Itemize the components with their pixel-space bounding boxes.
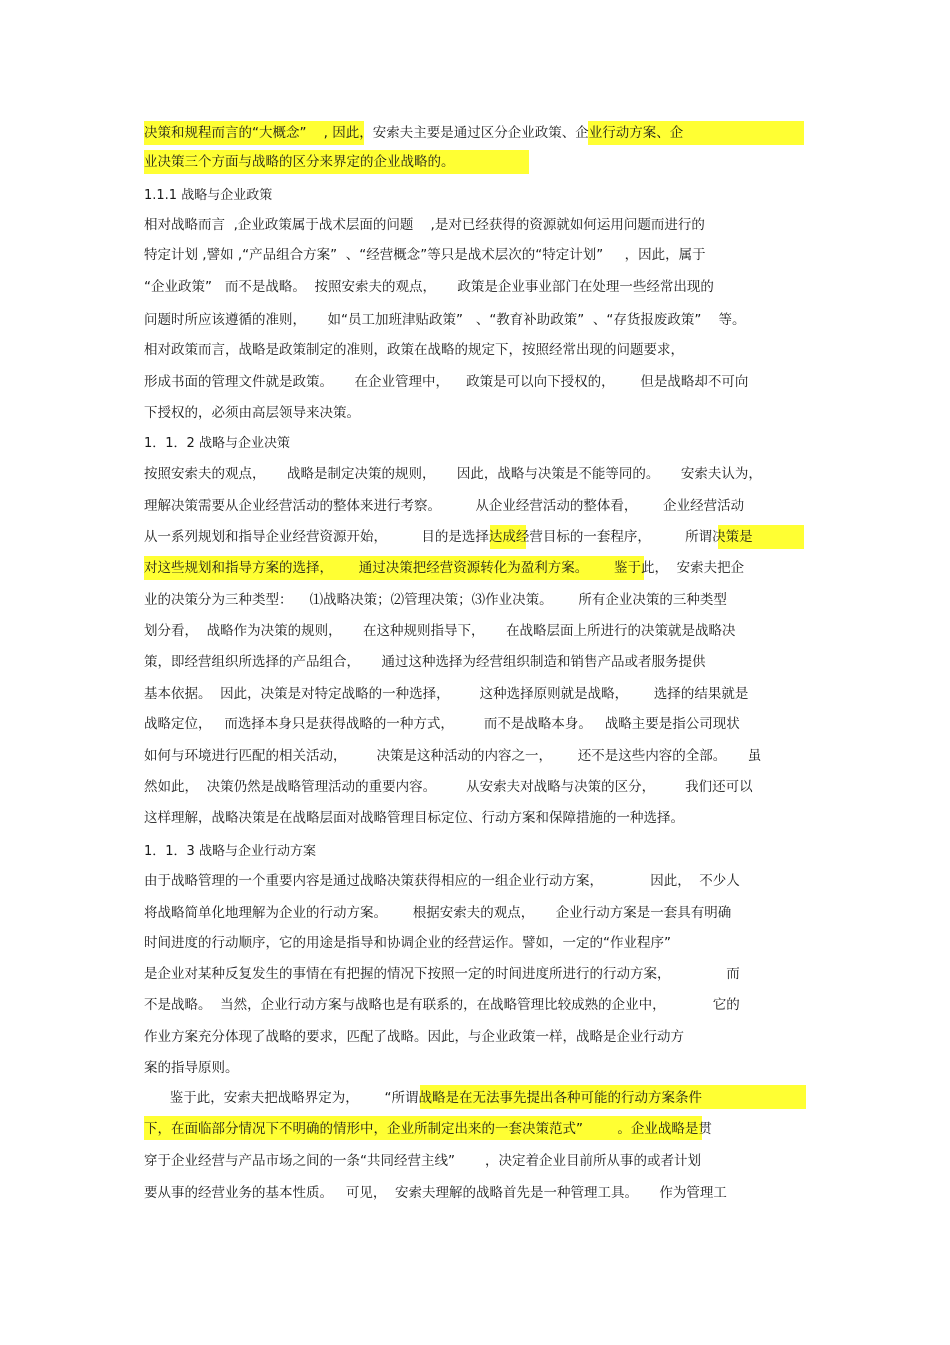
text-line: 问题时所应该遵循的准则， 如“员工加班津贴政策” 、“教育补助政策” 、“存货报废政策” 等。	[144, 312, 746, 328]
section-heading: 1．1．3 战略与企业行动方案	[144, 844, 316, 859]
text-line: 作业方案充分体现了战略的要求，匹配了战略。因此，与企业政策一样，战略是企业行动方	[144, 1029, 684, 1045]
text-line: 从一系列规划和指导企业经营资源开始， 目的是选择达成经营目标的一套程序， 所谓决策是	[144, 529, 753, 545]
section-heading: 1．1．2 战略与企业决策	[144, 436, 290, 451]
text-line: 理解决策需要从企业经营活动的整体来进行考察。 从企业经营活动的整体看， 企业经营活动	[144, 498, 745, 514]
text-line: 下授权的，必须由高层领导来决策。	[144, 405, 360, 421]
text-line: 下，在面临部分情况下不明确的情形中，企业所制定出来的一套决策范式” 。企业战略是贯	[144, 1121, 712, 1137]
text-line: 划分看， 战略作为决策的规则， 在这种规则指导下， 在战略层面上所进行的决策就是战略决	[144, 623, 736, 639]
text-line: 穿于企业经营与产品市场之间的一条“共同经营主线” ，决定着企业目前所从事的或者计划	[144, 1153, 702, 1169]
text-line: 不是战略。 当然，企业行动方案与战略也是有联系的，在战略管理比较成熟的企业中， 它的	[144, 997, 740, 1013]
text-line: 时间进度的行动顺序，它的用途是指导和协调企业的经营运作。譬如，一定的“作业程序”	[144, 935, 671, 951]
text-line: 战略定位， 而选择本身只是获得战略的一种方式， 而不是战略本身。 战略主要是指公司现状	[144, 716, 740, 732]
text-line: 然如此， 决策仍然是战略管理活动的重要内容。 从安索夫对战略与决策的区分， 我们还可以	[144, 779, 753, 795]
text-line: 是企业对某种反复发生的事情在有把握的情况下按照一定的时间进度所进行的行动方案， 而	[144, 966, 740, 982]
text-line: 由于战略管理的一个重要内容是通过战略决策获得相应的一组企业行动方案， 因此， 不少人	[144, 873, 740, 889]
text-line: 将战略简单化地理解为企业的行动方案。 根据安索夫的观点， 企业行动方案是一套具有明确	[144, 905, 732, 921]
text-line: 策，即经营组织所选择的产品组合， 通过这种选择为经营组织制造和销售产品或者服务提供	[144, 654, 706, 670]
text-line: 按照安索夫的观点， 战略是制定决策的规则， 因此，战略与决策是不能等同的。 安索夫认为，	[144, 466, 762, 482]
text-line: 业决策三个方面与战略的区分来界定的企业战略的。	[144, 154, 455, 170]
text-line: “企业政策” 而不是战略。 按照安索夫的观点， 政策是企业事业部门在处理一些经常出现的	[144, 279, 714, 295]
text-line: 相对战略而言 ,企业政策属于战术层面的问题 ,是对已经获得的资源就如何运用问题而进行的	[144, 217, 705, 233]
text-line: 相对政策而言，战略是政策制定的准则，政策在战略的规定下，按照经常出现的问题要求，	[144, 342, 684, 358]
text-line: 这样理解，战略决策是在战略层面对战略管理目标定位、行动方案和保障措施的一种选择。	[144, 810, 684, 826]
text-line: 业的决策分为三种类型： ⑴战略决策；⑵管理决策；⑶作业决策。 所有企业决策的三种类型	[144, 592, 727, 608]
text-line: 要从事的经营业务的基本性质。 可见， 安索夫理解的战略首先是一种管理工具。 作为管理工	[144, 1185, 727, 1201]
text-line: 鉴于此，安索夫把战略界定为， “所谓战略是在无法事先提出各种可能的行动方案条件	[144, 1090, 702, 1106]
section-heading: 1.1.1 战略与企业政策	[144, 188, 273, 203]
text-line: 对这些规划和指导方案的选择， 通过决策把经营资源转化为盈利方案。 鉴于此， 安索夫把企	[144, 560, 745, 576]
text-line: 特定计划 ,譬如 ,“产品组合方案” 、“经营概念”等只是战术层次的“特定计划” ，因此，属于	[144, 247, 706, 263]
text-line: 基本依据。 因此，决策是对特定战略的一种选择， 这种选择原则就是战略， 选择的结果就是	[144, 686, 749, 702]
text-line: 案的指导原则。	[144, 1060, 239, 1076]
text-line: 决策和规程而言的“大概念” , 因此，安索夫主要是通过区分企业政策、企业行动方案、企	[144, 125, 684, 141]
text-line: 形成书面的管理文件就是政策。 在企业管理中， 政策是可以向下授权的， 但是战略却不可向	[144, 374, 749, 390]
text-line: 如何与环境进行匹配的相关活动， 决策是这种活动的内容之一， 还不是这些内容的全部。 虽	[144, 748, 762, 764]
